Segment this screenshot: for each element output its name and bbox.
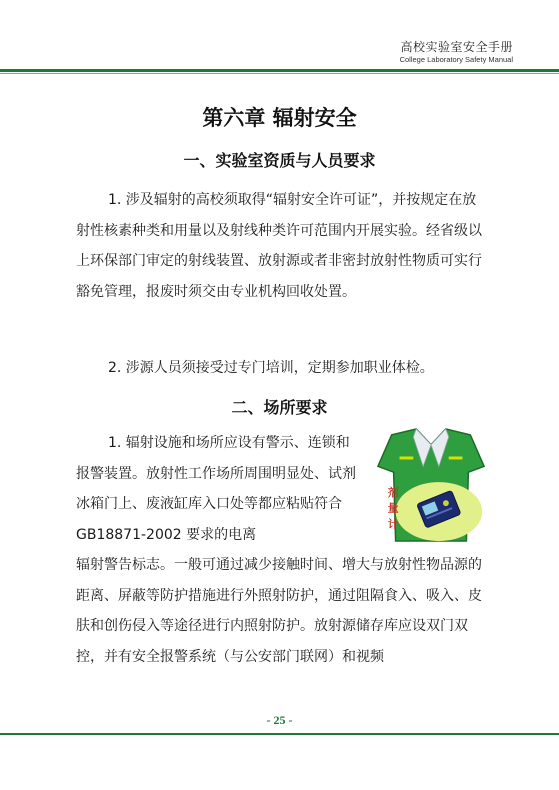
chapter-title: 第六章 辐射安全 [202, 106, 357, 130]
section-1-paragraph-2: 2. 涉源人员须接受过专门培训，定期参加职业体检。 [108, 360, 434, 376]
section-2-paragraph-wrap: 1. 辐射设施和场所应设有警示、连锁和报警装置。放射性工作场所周围明显处、试剂冰箱门上、废液缸库入口处等都应粘贴符合 GB18871-2002 要求的电离 [76, 435, 356, 543]
section-2-title: 二、场所要求 [231, 398, 328, 417]
header-rule [0, 69, 559, 73]
dosimeter-vest-icon [372, 427, 490, 545]
svg-text:计: 计 [387, 517, 399, 531]
header-title: 高校实验室安全手册 [400, 40, 513, 54]
svg-text:剂: 剂 [387, 485, 399, 499]
footer-rule [0, 733, 559, 735]
section-1-title: 一、实验室资质与人员要求 [183, 151, 376, 170]
section-2-paragraph-full: 辐射警告标志。一般可通过减少接触时间、增大与放射性物品源的距离、屏蔽等防护措施进行外照射防护，通过阻隔食入、吸入、皮肤和创伤侵入等途径进行内照射防护。放射源储存库应设双门双控，并有安全报警系统（与公安部门联网）和视频 [76, 557, 482, 665]
svg-text:量: 量 [387, 501, 399, 515]
page-number: - 25 - [266, 713, 293, 727]
header-subtitle: College Laboratory Safety Manual [399, 55, 513, 64]
section-1-paragraph-1: 1. 涉及辐射的高校须取得“辐射安全许可证”，并按规定在放射性核素种类和用量以及射线种类许可范围内开展实验。经省级以上环保部门审定的射线装置、放射源或者非密封放射性物质可实行豁免管理，报废时须交由专业机构回收处置。 [76, 192, 482, 300]
